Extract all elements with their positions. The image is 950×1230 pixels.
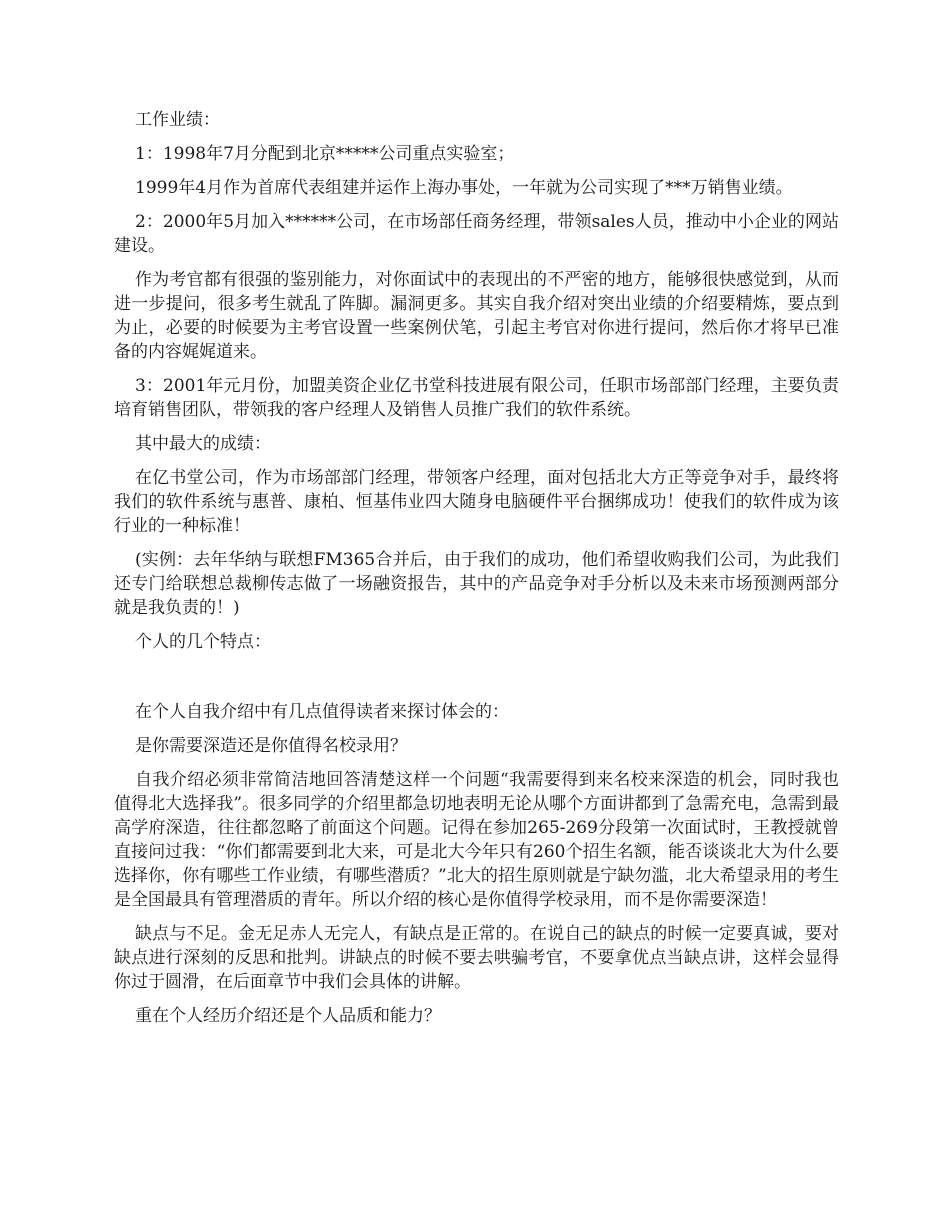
paragraph: 重在个人经历介绍还是个人品质和能力？ — [135, 1006, 441, 1026]
paragraph: 作为考官都有很强的鉴别能力，对你面试中的表现出的不严密的地方，能够很快感觉到，从而进一步提问，很多考生就乱了阵脚。漏洞更多。其实自我介绍对突出业绩的介绍要精炼，要点到为止，必要的时候要为主考官设置一些案例伏笔，引起主考官对你进行提问，然后你才将早已准备的内容娓娓道来。 — [114, 270, 839, 362]
paragraph: 1999年4月作为首席代表组建并运作上海办事处，一年就为公司实现了***万销售业绩。 — [135, 178, 793, 198]
paragraph: 2：2000年5月加入******公司，在市场部任商务经理，带领sales人员，推动中小企业的网站建设。 — [114, 212, 839, 256]
paragraph: 在亿书堂公司，作为市场部部门经理，带领客户经理，面对包括北大方正等竞争对手，最终将我们的软件系统与惠普、康柏、恒基伟业四大随身电脑硬件平台捆绑成功！使我们的软件成为该行业的一种标准！ — [114, 468, 839, 536]
paragraph: 是你需要深造还是你值得名校录用？ — [135, 736, 407, 756]
paragraph: 3：2001年元月份，加盟美资企业亿书堂科技进展有限公司，任职市场部部门经理，主要负责培育销售团队，带领我的客户经理人及销售人员推广我们的软件系统。 — [114, 376, 839, 420]
document-body — [114, 108, 839, 1038]
paragraph: 自我介绍必须非常简洁地回答清楚这样一个问题“我需要得到来名校来深造的机会，同时我也值得北大选择我”。很多同学的介绍里都急切地表明无论从哪个方面讲都到了急需充电，急需到最高学府深造，往往都忽略了前面这个问题。记得在参加265-269分段第一次面试时，王教授就曾直接问过我：“你们都需要到北大来，可是北大今年只有260个招生名额，能否谈谈北大为什么要选择你，你有哪些工作业绩，有哪些潜质？”北大的招生原则就是宁缺勿滥，北大希望录用的考生是全国最具有管理潜质的青年。所以介绍的核心是你值得学校录用，而不是你需要深造！ — [114, 770, 839, 910]
paragraph: 其中最大的成绩： — [135, 434, 271, 454]
section-spacer — [114, 664, 839, 700]
paragraph: 缺点与不足。金无足赤人无完人，有缺点是正常的。在说自己的缺点的时候一定要真诚，要对缺点进行深刻的反思和批判。讲缺点的时候不要去哄骗考官，不要拿优点当缺点讲，这样会显得你过于圆滑，在后面章节中我们会具体的讲解。 — [114, 924, 839, 992]
paragraph: 个人的几个特点： — [135, 632, 271, 652]
paragraph: 工作业绩： — [135, 110, 220, 130]
paragraph: (实例：去年华纳与联想FM365合并后，由于我们的成功，他们希望收购我们公司，为此我们还专门给联想总裁柳传志做了一场融资报告，其中的产品竞争对手分析以及未来市场预测两部分就是我负责的！) — [114, 550, 839, 618]
paragraph: 在个人自我介绍中有几点值得读者来探讨体会的： — [135, 702, 509, 722]
paragraph: 1：1998年7月分配到北京*****公司重点实验室； — [135, 144, 515, 164]
